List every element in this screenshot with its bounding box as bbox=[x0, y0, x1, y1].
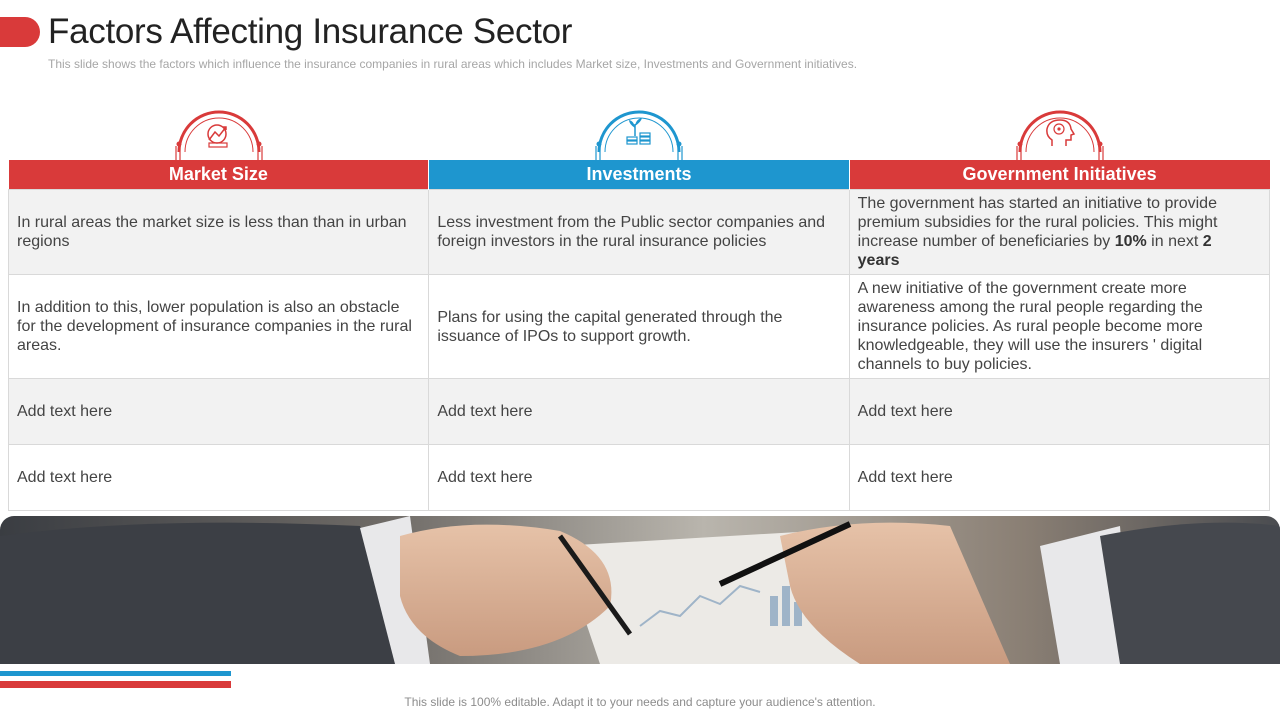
header-investments: Investments bbox=[429, 160, 849, 190]
market-size-badge bbox=[169, 100, 269, 162]
market-size-cell: In rural areas the market size is less than than in urban regions bbox=[9, 190, 429, 275]
footer-note: This slide is 100% editable. Adapt it to your needs and capture your audience's attention. bbox=[404, 695, 876, 709]
title-accent-pill bbox=[0, 17, 40, 47]
footer-stripe-blue bbox=[0, 671, 231, 676]
table-row bbox=[9, 190, 1270, 275]
government-initiatives-cell: Add text here bbox=[849, 379, 1269, 445]
table-row bbox=[9, 379, 1270, 445]
market-size-cell: Add text here bbox=[9, 379, 429, 445]
table-row bbox=[9, 275, 1270, 379]
gov-text-percent: 10% bbox=[1114, 233, 1147, 250]
government-initiatives-badge bbox=[1010, 100, 1110, 162]
investments-cell: Add text here bbox=[429, 379, 849, 445]
investments-cell: Add text here bbox=[429, 445, 849, 511]
factors-table bbox=[8, 160, 1270, 511]
government-head-icon bbox=[1010, 100, 1110, 162]
government-initiatives-cell: A new initiative of the government create more awareness among the rural people regarding the insurance policies. As rural people become more knowledgeable, they will use the insurers ' digital channels to buy policies. bbox=[849, 275, 1269, 379]
government-initiatives-cell bbox=[849, 190, 1269, 275]
gov-text-part1: The government has started an initiative to provide premium subsidies for the rural policies. This might increase number of beneficiaries by bbox=[857, 195, 1218, 250]
government-initiatives-cell: Add text here bbox=[849, 445, 1269, 511]
header-market-size: Market Size bbox=[9, 160, 429, 190]
investments-badge bbox=[589, 100, 689, 162]
table-header-row bbox=[9, 160, 1270, 190]
gov-text-years: 2 years bbox=[857, 233, 1212, 269]
header-government-initiatives: Government Initiatives bbox=[849, 160, 1269, 190]
money-plant-icon bbox=[589, 100, 689, 162]
page-subtitle: This slide shows the factors which influence the insurance companies in rural areas which includes Market size, Investments and Government initiatives. bbox=[48, 57, 858, 71]
investments-cell: Plans for using the capital generated through the issuance of IPOs to support growth. bbox=[429, 275, 849, 379]
market-growth-icon bbox=[169, 100, 269, 162]
table-row bbox=[9, 445, 1270, 511]
hands-with-pens-image bbox=[0, 516, 1280, 664]
market-size-cell: In addition to this, lower population is also an obstacle for the development of insurance companies in the rural areas. bbox=[9, 275, 429, 379]
gov-text-part2: in next bbox=[1146, 233, 1203, 250]
market-size-cell: Add text here bbox=[9, 445, 429, 511]
investments-cell: Less investment from the Public sector companies and foreign investors in the rural insurance policies bbox=[429, 190, 849, 275]
page-title: Factors Affecting Insurance Sector bbox=[48, 12, 573, 51]
footer-stripe-red bbox=[0, 681, 231, 688]
business-meeting-photo bbox=[0, 516, 1280, 664]
